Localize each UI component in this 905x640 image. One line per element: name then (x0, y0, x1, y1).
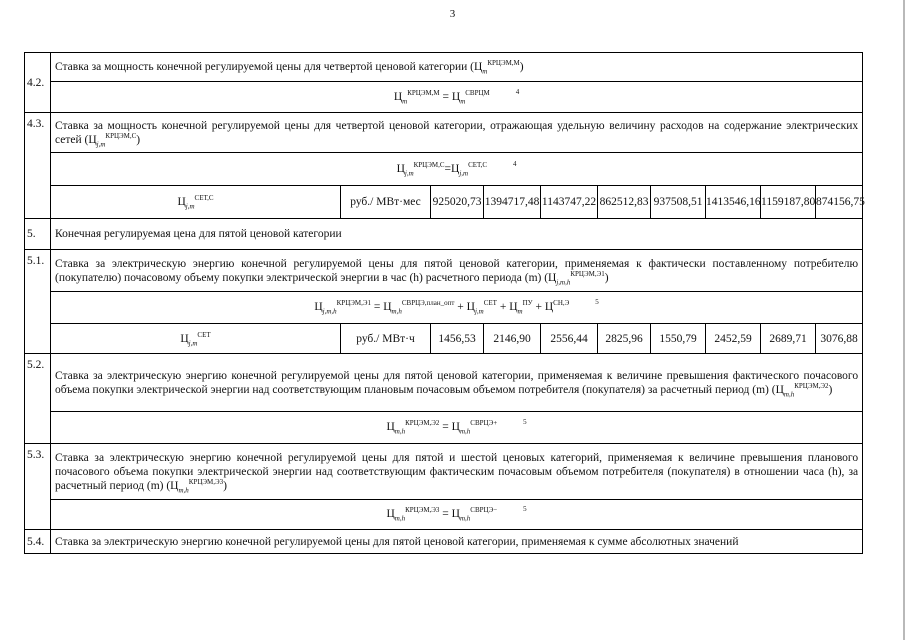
footnote-marker: 4 (513, 159, 517, 168)
row-number: 4.2. (25, 53, 51, 113)
superscript: КРЦЭМ,Э3 (188, 477, 224, 486)
subscript: m (460, 96, 466, 105)
row-description (51, 354, 863, 412)
superscript: СЕТ (197, 330, 211, 339)
plus-sign: + (496, 301, 510, 313)
price-symbol: Ц (396, 162, 405, 175)
superscript: ПУ (522, 299, 533, 308)
price-symbol: Ц (451, 162, 460, 175)
value-cell: 3076,88 (816, 324, 863, 354)
subscript: m,h (391, 307, 402, 316)
row-4-3-values (25, 186, 863, 219)
subscript: m,h (459, 427, 471, 436)
superscript: КРЦЭМ,Э1 (336, 299, 371, 308)
tariff-table (24, 52, 863, 554)
close-paren: ) (604, 271, 609, 284)
price-symbol: Ц (451, 421, 460, 433)
row-5-3-formula (25, 500, 863, 530)
value-cell: 925020,73 (431, 186, 484, 219)
row-5-4 (25, 530, 863, 554)
row-5-1 (25, 250, 863, 292)
subscript: j,m (459, 168, 469, 177)
description-text: Ставка за электрическую энергию конечной регулируемой цены для пятой ценовой категории, применяемая к величине превышения фактического почасового объема покупки электрической энергии над соответствующим плановым почасовым объемом потребителя (покупателя) за расчетный период (m) ( (55, 369, 859, 396)
subscript: j,m (96, 139, 106, 148)
value-cell: 2452,59 (706, 324, 761, 354)
subscript: j,m,h (322, 307, 337, 316)
footnote-marker: 5 (595, 298, 599, 306)
formula (51, 500, 863, 530)
price-symbol: Ц (386, 421, 395, 433)
close-paren: ) (223, 479, 227, 492)
value-row-label (51, 324, 341, 354)
value-cell: 2556,44 (541, 324, 598, 354)
price-symbol: Ц (451, 508, 460, 520)
superscript: СЕТ,С (194, 194, 214, 203)
price-symbol: Ц (88, 133, 97, 146)
value-cell: 1159187,80 (761, 186, 816, 219)
superscript: СВРЦЭ− (470, 506, 498, 515)
subscript: m,h (178, 485, 189, 494)
value-cell: 874156,75 (816, 186, 863, 219)
plus-sign: + (532, 301, 545, 313)
formula (51, 292, 863, 324)
plus-sign: + (454, 301, 467, 313)
formula (51, 412, 863, 444)
price-symbol: Ц (393, 90, 403, 103)
row-number: 5. (25, 219, 51, 250)
value-row-label (51, 186, 341, 219)
close-paren: ) (519, 61, 524, 73)
price-symbol: Ц (383, 301, 392, 313)
row-number: 5.4. (25, 530, 51, 554)
value-cell: 2689,71 (761, 324, 816, 354)
value-cell: 1456,53 (431, 324, 484, 354)
price-symbol: Ц (180, 332, 189, 345)
subscript: m (482, 67, 488, 76)
description-text: Ставка за мощность конечной регулируемой цены для четвертой ценовой категории ( (55, 61, 474, 73)
superscript: КРЦЭМ,М (407, 88, 440, 97)
description-text: Ставка за мощность конечной регулируемой цены для четвертой ценовой категории, отражающая удельную величину расходов на содержание электрических сетей ( (55, 119, 859, 146)
superscript: КРЦЭМ,С (413, 160, 445, 169)
price-symbol: Ц (170, 479, 179, 492)
row-5-3 (25, 444, 863, 500)
superscript: СВРЦМ (465, 88, 490, 97)
footnote-marker: 4 (515, 87, 520, 96)
row-5-2 (25, 354, 863, 412)
subscript: j,m (188, 338, 198, 347)
subscript: m,h (394, 427, 406, 436)
unit-cell: руб./ МВт·ч (341, 324, 431, 354)
price-symbol: Ц (548, 271, 557, 284)
superscript: СН,Э (553, 299, 570, 308)
equals-sign: = (370, 301, 384, 313)
row-5-2-formula (25, 412, 863, 444)
row-number: 5.1. (25, 250, 51, 354)
equals-sign: = (439, 421, 452, 433)
superscript: КРЦЭМ,М (487, 59, 520, 68)
value-cell: 1550,79 (651, 324, 706, 354)
subscript: m (402, 96, 408, 105)
price-symbol: Ц (314, 301, 323, 313)
row-description: Ставка за электрическую энергию конечной регулируемой цены для пятой ценовой категории, применяемая к сумме абсолютных значений (51, 530, 863, 554)
close-paren: ) (136, 133, 141, 146)
row-number: 5.2. (25, 354, 51, 444)
superscript: СЕТ (483, 299, 497, 308)
subscript: j,m (474, 307, 484, 316)
page-number: 3 (449, 8, 456, 20)
value-cell: 1143747,22 (541, 186, 598, 219)
superscript: КРЦЭМ,Э3 (405, 506, 440, 515)
subscript: j,m (185, 202, 195, 211)
unit-cell: руб./ МВт·мес (341, 186, 431, 219)
superscript: КРЦЭМ,Э2 (794, 381, 829, 390)
row-4-3-formula (25, 153, 863, 186)
value-cell: 862512,83 (598, 186, 651, 219)
row-number: 4.3. (25, 113, 51, 219)
equals-sign: = (439, 508, 452, 520)
row-description (51, 444, 863, 500)
price-symbol: Ц (451, 90, 461, 103)
price-symbol: Ц (775, 383, 784, 396)
row-description (51, 53, 863, 82)
price-symbol: Ц (544, 301, 554, 313)
equals-sign: = (439, 90, 452, 103)
price-symbol: Ц (177, 196, 186, 208)
superscript: СВРЦЭ,план_опт (401, 299, 455, 308)
row-5-1-values (25, 324, 863, 354)
footnote-marker: 5 (523, 418, 527, 426)
subscript: j,m (404, 168, 414, 177)
description-text: Ставка за электрическую энергию конечной регулируемой цены для пятой ценовой категории, применяемая к фактически поставленному потребителю (покупателю) почасовому объему покупки электрической энергии в час (h) расчетного периода (m) ( (55, 257, 859, 284)
row-5-1-formula (25, 292, 863, 324)
subscript: m,h (459, 514, 471, 523)
superscript: КРЦЭМ,С (105, 131, 137, 140)
value-cell: 2146,90 (484, 324, 541, 354)
formula (51, 82, 863, 113)
value-cell: 937508,51 (651, 186, 706, 219)
row-description (51, 113, 863, 153)
row-4-2-formula (25, 82, 863, 113)
superscript: СЕТ,С (468, 160, 488, 169)
footnote-marker: 5 (523, 505, 527, 513)
price-symbol: Ц (386, 508, 395, 520)
subscript: m,h (783, 389, 795, 398)
superscript: КРЦЭМ,Э1 (570, 269, 605, 278)
value-cell: 1413546,16 (706, 186, 761, 219)
value-cell: 2825,96 (598, 324, 651, 354)
close-paren: ) (828, 383, 833, 396)
superscript: КРЦЭМ,Э2 (405, 419, 440, 428)
row-description: Конечная регулируемая цена для пятой ценовой категории (51, 219, 863, 250)
subscript: j,m,h (556, 277, 571, 286)
row-5 (25, 219, 863, 250)
row-4-2 (25, 53, 863, 82)
price-symbol: Ц (509, 301, 518, 313)
value-cell: 1394717,48 (484, 186, 541, 219)
formula: $Ц_{j,m}^{КРЦЭМ,С}=Ц_{j,m}^{СЕТ,С}$ $^4$ (51, 153, 863, 186)
superscript: СВРЦЭ+ (470, 419, 498, 428)
price-symbol: Ц (466, 301, 475, 313)
subscript: m,h (394, 514, 406, 523)
row-description (51, 250, 863, 292)
description-text: Ставка за электрическую энергию конечной регулируемой цены для пятой и шестой ценовых категорий, применяемая к величине превышения планового почасового объема покупки электрической энергии над соответствующим фактическим почасовым объемом потребителя (покупателя) в отношении часа (h), за расчетный период (m) ( (55, 451, 859, 492)
price-symbol: Ц (473, 61, 483, 73)
row-number: 5.3. (25, 444, 51, 530)
subscript: m (517, 307, 523, 316)
row-4-3 (25, 113, 863, 153)
